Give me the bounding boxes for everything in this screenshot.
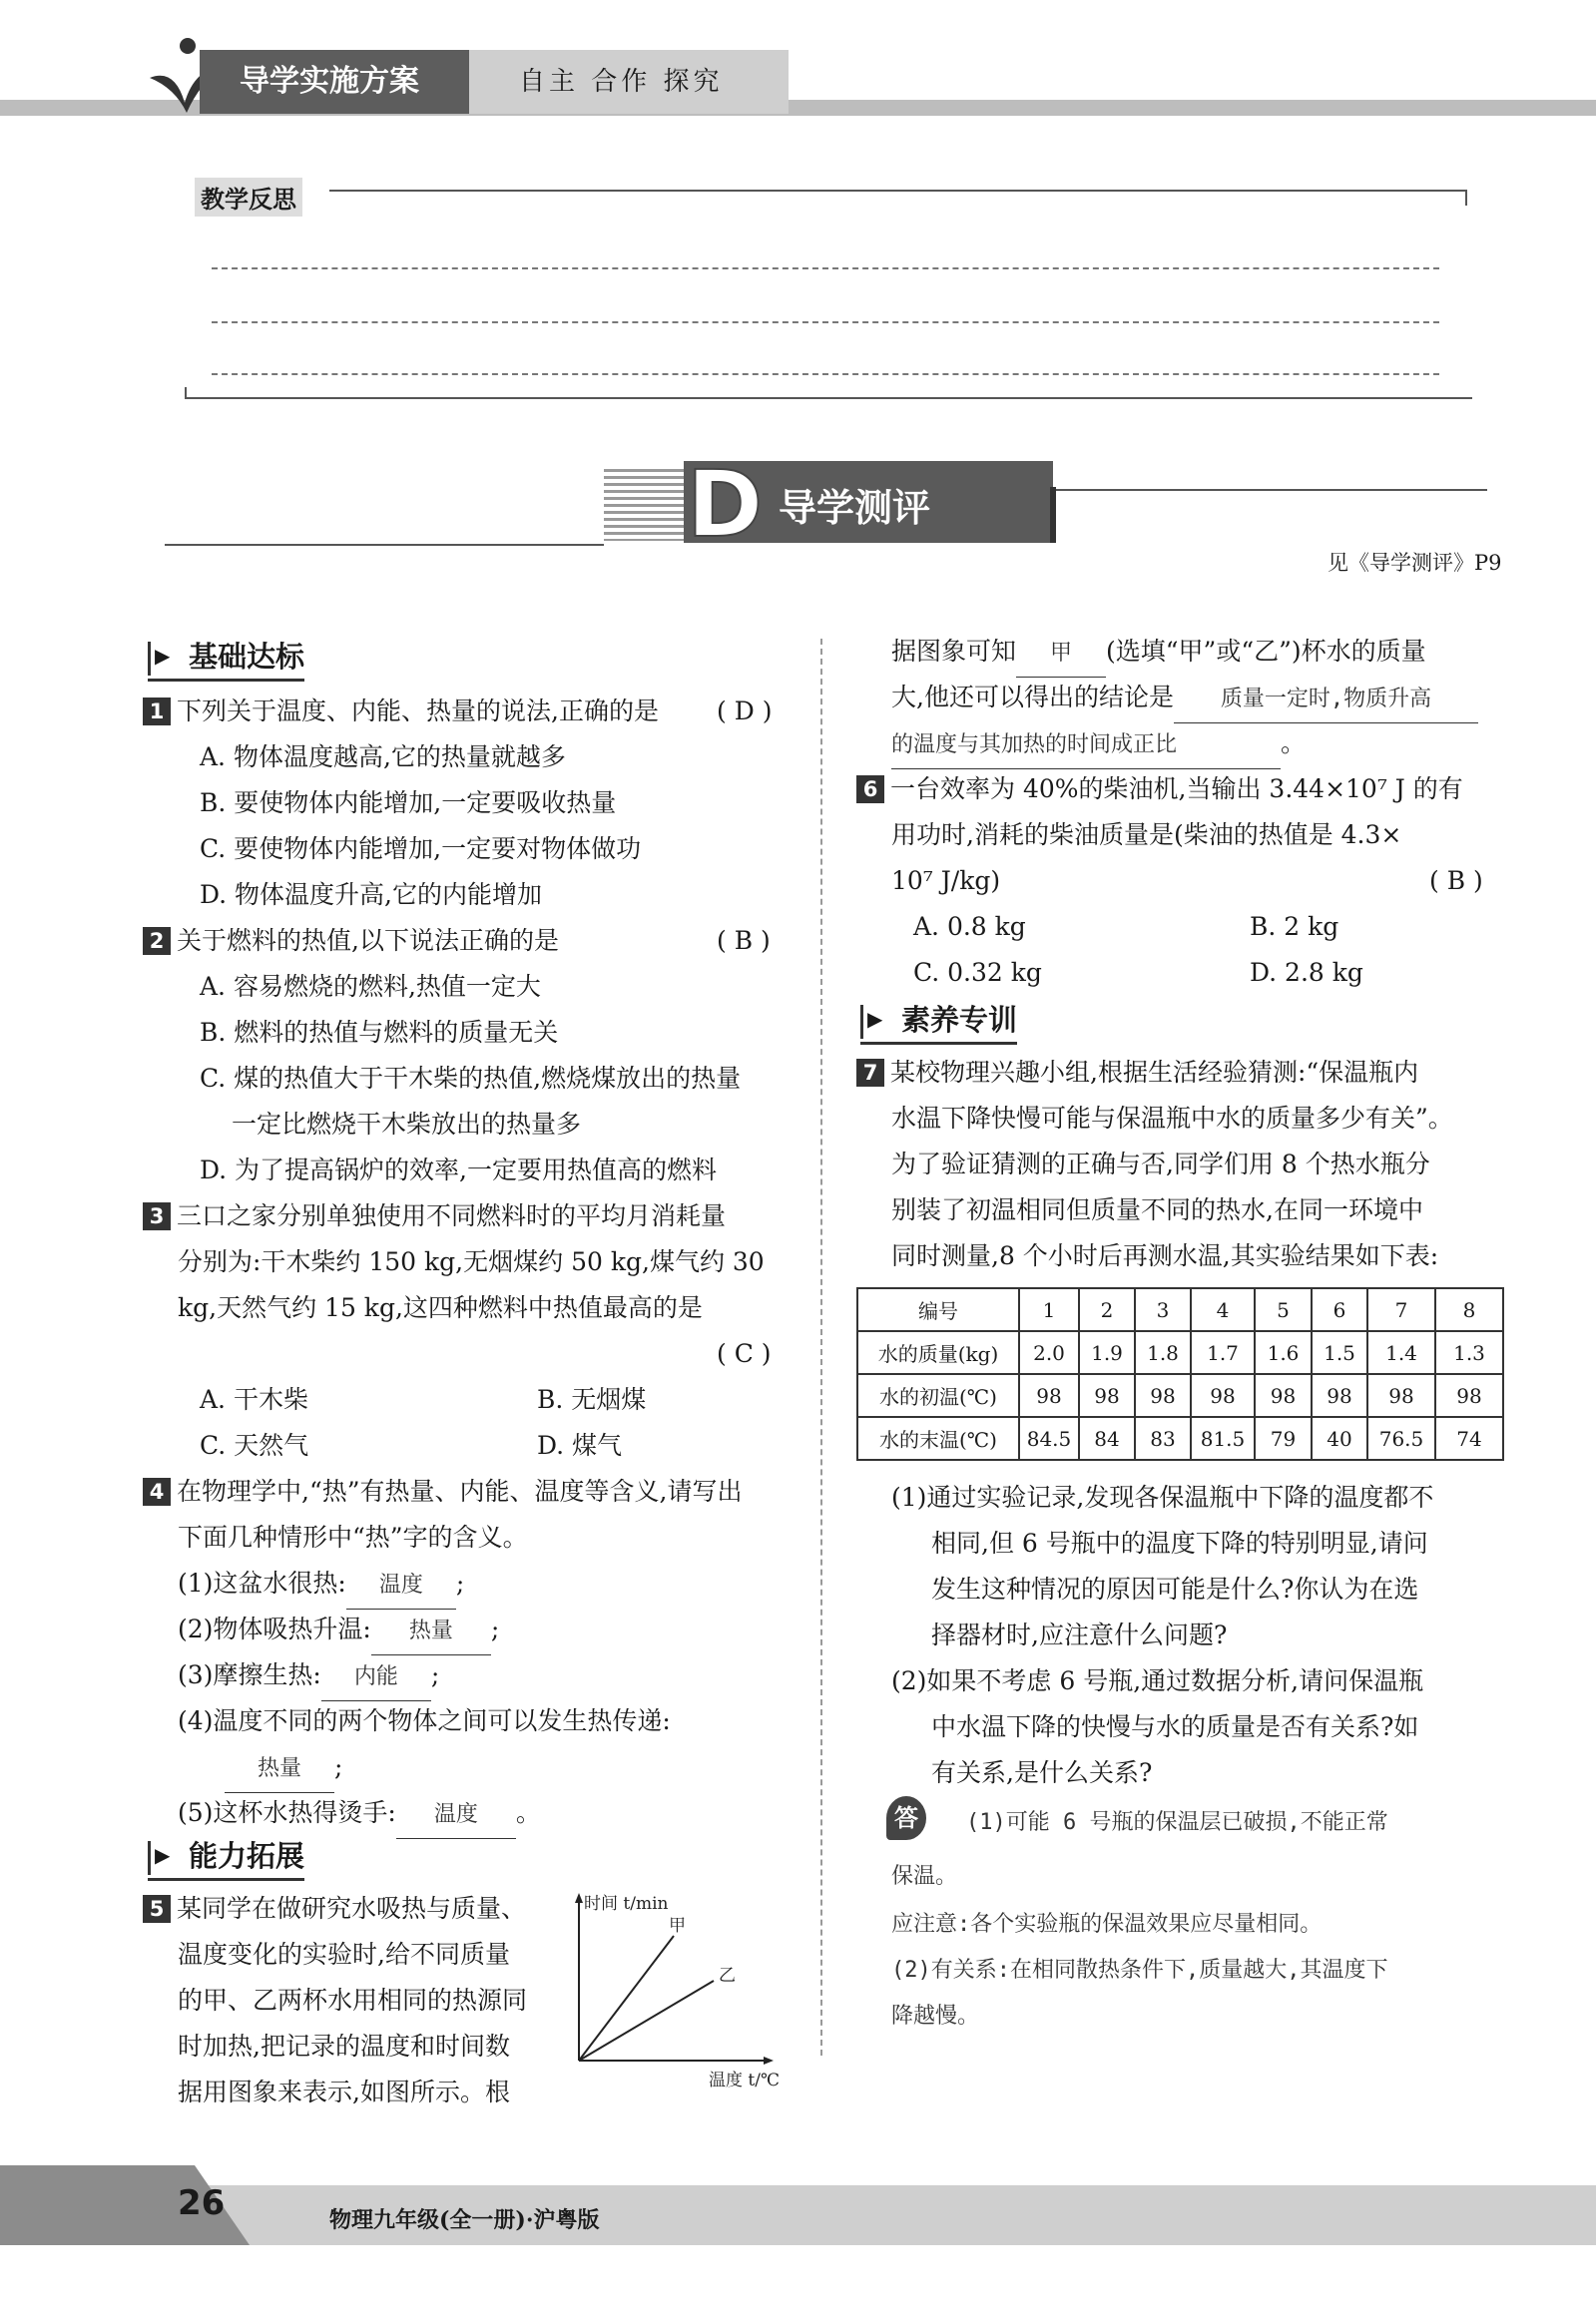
q1-option: A. 物体温度越高,它的热量就越多 xyxy=(200,742,566,771)
table-cell: 98 xyxy=(1079,1374,1135,1417)
q3-answer: ( C ) xyxy=(717,1339,772,1368)
column-divider xyxy=(820,639,822,2056)
q2-option: C. 煤的热值大于干木柴的热值,燃烧煤放出的热量 xyxy=(200,1064,742,1093)
q4-item: (5)这杯水热得烫手: 温度 。 xyxy=(178,1790,541,1839)
q4-item: (2)物体吸热升温: 热量 ; xyxy=(178,1607,499,1655)
q1-option: C. 要使物体内能增加,一定要对物体做功 xyxy=(200,834,642,863)
section-ability: ▶能力拓展 xyxy=(148,1834,304,1875)
q2-option: D. 为了提高锅炉的效率,一定要用热值高的燃料 xyxy=(200,1156,717,1184)
q3-option: B. 无烟煤 xyxy=(537,1385,647,1414)
q7-sub: 中水温下降的快慢与水的质量是否有关系?如 xyxy=(931,1712,1419,1741)
q7-line: 7 某校物理兴趣小组,根据生活经验猜测:“保温瓶内 xyxy=(856,1050,1418,1096)
q7-sub: 择器材时,应注意什么问题? xyxy=(931,1621,1228,1649)
table-cell: 1.3 xyxy=(1435,1331,1503,1374)
series-line-yi xyxy=(579,1981,714,2061)
q2-option: B. 燃料的热值与燃料的质量无关 xyxy=(200,1018,559,1047)
table-cell: 84.5 xyxy=(1019,1417,1079,1460)
divider-line xyxy=(165,544,604,546)
table-row xyxy=(857,1374,1503,1417)
section-bar xyxy=(1050,487,1056,543)
q3-line: kg,天然气约 15 kg,这四种燃料中热值最高的是 xyxy=(178,1293,703,1322)
q7-answer-line: (1)可能 6 号瓶的保温层已破损,不能正常 xyxy=(966,1810,1388,1835)
section-literacy: ▶素养专训 xyxy=(860,998,1017,1039)
series-label: 甲 xyxy=(669,1916,686,1936)
q5-line: 温度变化的实验时,给不同质量 xyxy=(178,1940,510,1969)
table-cell: 84 xyxy=(1079,1417,1135,1460)
table-cell: 98 xyxy=(1435,1374,1503,1417)
table-cell: 1 xyxy=(1019,1288,1079,1331)
q1-option: B. 要使物体内能增加,一定要吸收热量 xyxy=(200,788,617,817)
table-cell: 83 xyxy=(1135,1417,1191,1460)
banner-subtitle: 自主 合作 探究 xyxy=(469,50,789,114)
q6-option: A. 0.8 kg xyxy=(913,912,1026,941)
q3-option: C. 天然气 xyxy=(200,1431,309,1460)
table-cell: 7 xyxy=(1367,1288,1435,1331)
table-cell: 40 xyxy=(1312,1417,1367,1460)
table-header-row xyxy=(857,1288,1503,1331)
q2-option: 一定比燃烧干木柴放出的热量多 xyxy=(232,1110,582,1139)
q3-option: A. 干木柴 xyxy=(200,1385,308,1414)
q7-line: 为了验证猜测的正确与否,同学们用 8 个热水瓶分 xyxy=(891,1150,1430,1178)
table-cell: 水的末温(℃) xyxy=(857,1417,1019,1460)
q5-line: 5 某同学在做研究水吸热与质量、 xyxy=(143,1886,526,1932)
q2-option: A. 容易燃烧的燃料,热值一定大 xyxy=(200,972,541,1001)
reflection-top-line xyxy=(329,190,1467,192)
results-table xyxy=(856,1287,1504,1461)
reference-note: 见《导学测评》P9 xyxy=(1328,551,1502,575)
q5-continued: 的温度与其加热的时间成正比 。 xyxy=(891,720,1306,769)
q4-item: (4)温度不同的两个物体之间可以发生热传递: xyxy=(178,1706,671,1735)
table-cell: 1.6 xyxy=(1255,1331,1312,1374)
page-number: 26 xyxy=(178,2183,226,2223)
table-cell: 水的初温(℃) xyxy=(857,1374,1019,1417)
q5-line: 据用图象来表示,如图所示。根 xyxy=(178,2078,510,2106)
dotted-line xyxy=(212,321,1439,323)
table-row xyxy=(857,1331,1503,1374)
q7-answer-line: 降越慢。 xyxy=(891,2004,980,2029)
q6-answer: ( B ) xyxy=(1429,866,1483,895)
table-cell: 1.7 xyxy=(1191,1331,1255,1374)
dotted-line xyxy=(212,267,1439,269)
reflection-bottom-line xyxy=(185,397,1472,399)
q6-option: B. 2 kg xyxy=(1250,912,1339,941)
table-cell: 98 xyxy=(1135,1374,1191,1417)
q4-item: (1)这盆水很热: 温度 ; xyxy=(178,1561,464,1610)
series-line-jia xyxy=(579,1936,674,2061)
table-cell: 98 xyxy=(1255,1374,1312,1417)
table-cell: 水的质量(kg) xyxy=(857,1331,1019,1374)
q7-answer-line: (2)有关系:在相同散热条件下,质量越大,其温度下 xyxy=(891,1958,1388,1983)
q7-line: 别装了初温相同但质量不同的热水,在同一环境中 xyxy=(891,1195,1423,1224)
q7-sub: 发生这种情况的原因可能是什么?你认为在选 xyxy=(931,1575,1419,1604)
q1-option: D. 物体温度升高,它的内能增加 xyxy=(200,880,542,909)
table-cell: 79 xyxy=(1255,1417,1312,1460)
q5-line: 的甲、乙两杯水用相同的热源同 xyxy=(178,1986,528,2015)
reflection-label: 教学反思 xyxy=(195,178,302,217)
x-axis-label: 温度 t/℃ xyxy=(709,2071,780,2091)
q7-answer-line: 应注意:各个实验瓶的保温效果应尽量相同。 xyxy=(891,1912,1323,1937)
table-cell: 98 xyxy=(1312,1374,1367,1417)
q6-line: 10⁷ J/kg) xyxy=(891,866,1001,895)
q4-item: (3)摩擦生热: 内能 ; xyxy=(178,1652,439,1701)
q6-line: 用功时,消耗的柴油质量是(柴油的热值是 4.3× xyxy=(891,820,1402,849)
q5-line: 时加热,把记录的温度和时间数 xyxy=(178,2032,510,2061)
q3-line: 分别为:干木柴约 150 kg,无烟煤约 50 kg,煤气约 30 xyxy=(178,1247,765,1276)
table-cell: 2.0 xyxy=(1019,1331,1079,1374)
table-cell: 2 xyxy=(1079,1288,1135,1331)
q7-sub: 有关系,是什么关系? xyxy=(931,1758,1153,1787)
table-cell: 1.9 xyxy=(1079,1331,1135,1374)
q7-sub: (2)如果不考虑 6 号瓶,通过数据分析,请问保温瓶 xyxy=(891,1666,1424,1695)
q6-option: D. 2.8 kg xyxy=(1250,958,1363,987)
q5-continued: 大,他还可以得出的结论是 质量一定时,物质升高 xyxy=(891,675,1478,723)
series-label: 乙 xyxy=(719,1966,736,1986)
q3-option: D. 煤气 xyxy=(537,1431,623,1460)
q6-line: 6 一台效率为 40%的柴油机,当输出 3.44×10⁷ J 的有 xyxy=(856,766,1463,812)
dotted-line xyxy=(212,373,1439,375)
section-letter: D xyxy=(687,451,764,558)
table-cell: 76.5 xyxy=(1367,1417,1435,1460)
q4-line: 4 在物理学中,“热”有热量、内能、温度等含义,请写出 xyxy=(143,1469,742,1515)
arrow-icon xyxy=(860,1005,893,1039)
answer-icon: 答 xyxy=(886,1796,926,1840)
table-cell: 8 xyxy=(1435,1288,1503,1331)
q7-sub: (1)通过实验记录,发现各保温瓶中下降的温度都不 xyxy=(891,1483,1434,1512)
q3-line: 3 三口之家分别单独使用不同燃料时的平均月消耗量 xyxy=(143,1193,726,1239)
banner-title: 导学实施方案 xyxy=(200,50,469,114)
y-axis-label: 时间 t/min xyxy=(584,1894,669,1914)
arrow-icon xyxy=(148,642,181,676)
table-cell: 1.5 xyxy=(1312,1331,1367,1374)
arrow-icon xyxy=(148,1841,181,1875)
q5-graph xyxy=(564,1891,784,2091)
table-cell: 98 xyxy=(1019,1374,1079,1417)
section-basic: ▶基础达标 xyxy=(148,635,304,676)
reflection-left-tick xyxy=(185,387,187,399)
table-cell: 1.4 xyxy=(1367,1331,1435,1374)
q7-line: 同时测量,8 个小时后再测水温,其实验结果如下表: xyxy=(891,1241,1439,1270)
section-title: 导学测评 xyxy=(779,486,931,530)
q2-answer: ( B ) xyxy=(717,926,771,955)
table-cell: 3 xyxy=(1135,1288,1191,1331)
table-cell: 74 xyxy=(1435,1417,1503,1460)
stripe-decoration xyxy=(604,469,684,541)
table-row xyxy=(857,1417,1503,1460)
reflection-right-tick xyxy=(1465,190,1467,206)
table-cell: 5 xyxy=(1255,1288,1312,1331)
divider-line xyxy=(1048,489,1487,491)
q7-sub: 相同,但 6 号瓶中的温度下降的特别明显,请问 xyxy=(931,1529,1428,1558)
q5-continued: 据图象可知 甲 (选填“甲”或“乙”)杯水的质量 xyxy=(891,629,1426,678)
q2-stem: 2 关于燃料的热值,以下说法正确的是 xyxy=(143,918,559,964)
table-cell: 1.8 xyxy=(1135,1331,1191,1374)
table-cell: 81.5 xyxy=(1191,1417,1255,1460)
table-cell: 编号 xyxy=(857,1288,1019,1331)
q1-stem: 1 下列关于温度、内能、热量的说法,正确的是 xyxy=(143,689,659,734)
table-cell: 98 xyxy=(1191,1374,1255,1417)
q7-line: 水温下降快慢可能与保温瓶中水的质量多少有关”。 xyxy=(891,1104,1453,1133)
q4-item: 热量 ; xyxy=(225,1744,342,1793)
q7-answer-line: 保温。 xyxy=(891,1864,958,1889)
table-cell: 6 xyxy=(1312,1288,1367,1331)
q4-line: 下面几种情形中“热”字的含义。 xyxy=(178,1523,528,1552)
q1-answer: ( D ) xyxy=(717,697,773,725)
book-title: 物理九年级(全一册)·沪粤版 xyxy=(329,2207,600,2233)
q6-option: C. 0.32 kg xyxy=(913,958,1042,987)
table-cell: 98 xyxy=(1367,1374,1435,1417)
table-cell: 4 xyxy=(1191,1288,1255,1331)
